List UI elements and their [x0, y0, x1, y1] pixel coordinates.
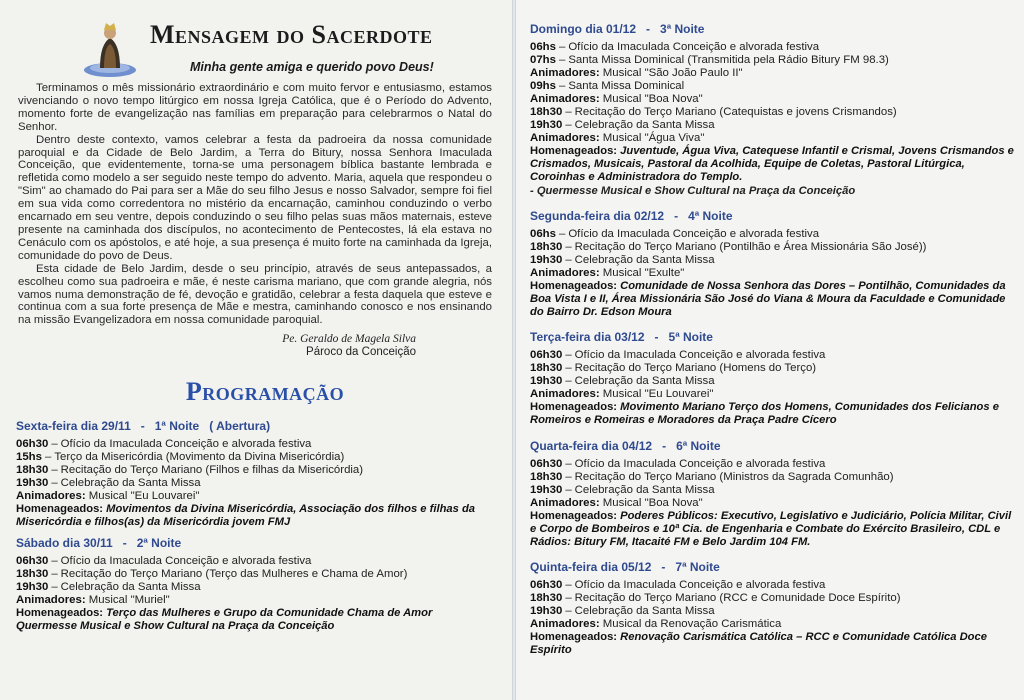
- message-paragraph-2: Dentro deste contexto, vamos celebrar a festa da padroeira da nossa comunidade paroquial e da Cidade de Belo Jardim, a Terra do Bitury, nossa Senhora Imaculada Conceição, que evidentemente, torna-se uma personagem bíblica bastante lembrada e refletida como modelo a ser seguido neste tempo do advento. Maria, aquela que respondeu o "Sim" ao chamado do Pai para ser a Mãe do seu filho Jesus e nosso Salvador, sempre foi fiel em sua vida como corredentora no mistério da encarnação, caminhou conduzindo o verbo encarnado em seu ventre, depois conduzindo o seu filho pelas suas mãos maternais, esteve presente na caminhada dos discípulos, no acontecimento de Pentecostes, lá ela estava no Cenáculo com os apóstolos, e até hoje, a sua presença é muito forte na caminhada da Igreja, comunidade do povo de Deus.: [18, 133, 492, 262]
- message-title: Mensagem do Sacerdote: [150, 20, 433, 49]
- animadores-line: [530, 618, 1014, 631]
- animadores-line: [530, 388, 1014, 401]
- schedule-text: Celebração da Santa Missa: [574, 375, 715, 388]
- schedule-time: 06h30: [16, 438, 49, 451]
- schedule-time: 09hs: [530, 80, 556, 92]
- schedule-dash: –: [44, 451, 52, 464]
- animadores-line: [16, 594, 492, 607]
- schedule-dash: –: [565, 349, 572, 362]
- homenageados-line: [530, 510, 1014, 550]
- day-night: 4ª Noite: [688, 208, 733, 223]
- program-day: [530, 439, 1014, 550]
- homenageados-label: Homenageados:: [530, 401, 621, 414]
- day-heading: [16, 419, 492, 433]
- quermesse-note: - Quermesse Musical e Show Cultural na Praça da Conceição: [530, 184, 856, 197]
- animadores-label: Animadores:: [530, 266, 603, 279]
- schedule-time: 06h30: [530, 349, 563, 362]
- day-heading: [16, 536, 492, 550]
- schedule-dash: –: [565, 483, 572, 496]
- program-day: [16, 536, 492, 633]
- schedule-text: Celebração da Santa Missa: [60, 477, 201, 490]
- schedule-dash: –: [565, 362, 572, 375]
- schedule-item: [530, 484, 1014, 497]
- schedule-label: Animadores:: [530, 67, 603, 79]
- schedule-time: 19h30: [530, 253, 563, 266]
- schedule-time: 18h30: [530, 362, 563, 375]
- homenageados-line: [16, 607, 492, 633]
- animadores-value: Musical "Exulte": [602, 266, 685, 279]
- animadores-value: Musical "Água Viva": [602, 132, 705, 144]
- schedule-dash: –: [565, 470, 572, 483]
- schedule-text: Recitação do Terço Mariano (Filhos e filhas da Misericórdia): [60, 464, 364, 477]
- schedule-text: Terço da Misericórdia (Movimento da Divina Misericórdia): [54, 451, 345, 464]
- schedule-text: Celebração da Santa Missa: [60, 580, 201, 593]
- day-date: Domingo dia 01/12: [530, 22, 637, 36]
- schedule-text: Recitação do Terço Mariano (Ministros da Sagrada Comunhão): [574, 470, 894, 483]
- program-day: [530, 22, 1014, 198]
- schedule-text: Ofício da Imaculada Conceição e alvorada festiva: [60, 438, 312, 451]
- program-title: Programação: [185, 377, 345, 407]
- signature: [16, 333, 492, 359]
- homenageados-line: [530, 145, 1014, 185]
- schedule-dash: –: [565, 375, 572, 388]
- schedule-time: 18h30: [16, 464, 49, 477]
- homenageados-line: [16, 503, 492, 529]
- animadores-label: Animadores:: [16, 490, 89, 503]
- signature-role: Pároco da Conceição: [306, 346, 416, 359]
- schedule-dash: –: [558, 54, 566, 66]
- schedule-text: Celebração da Santa Missa: [574, 483, 715, 496]
- schedule-item: [530, 592, 1014, 605]
- homenageados-value: Comunidade de Nossa Senhora das Dores – Pontilhão, Comunidades da Boa Vista I e II, Área Missionária São José do Viana & Moura da Faculdade e Comunidade do Bairro Dr. Edson Moura: [530, 279, 1006, 319]
- schedule-item: [16, 568, 492, 581]
- animadores-value: Musical "Boa Nova": [602, 496, 703, 509]
- schedule-text: Ofício da Imaculada Conceição e alvorada festiva: [574, 349, 826, 362]
- schedule-label: Animadores:: [530, 93, 603, 105]
- schedule-dash: –: [565, 240, 572, 253]
- schedule-text: Musical "Boa Nova": [602, 93, 703, 105]
- schedule-time: 06hs: [530, 227, 556, 240]
- schedule-dash: –: [565, 106, 572, 118]
- schedule-time: 18h30: [530, 240, 563, 253]
- schedule-list: [16, 438, 492, 503]
- schedule-dash: –: [51, 438, 58, 451]
- homenageados-value: Movimentos da Divina Misericórdia, Associação dos filhos e filhas da Misericórdia e filhos(as) da Misericórdia jovem FMJ: [16, 503, 476, 529]
- day-heading: [530, 209, 1014, 223]
- animadores-label: Animadores:: [530, 618, 603, 631]
- schedule-item: [530, 228, 1014, 241]
- homenageados-label: Homenageados:: [16, 503, 107, 516]
- schedule-time: 19h30: [16, 580, 49, 593]
- schedule-item: [16, 477, 492, 490]
- day-separator: -: [654, 330, 659, 345]
- schedule-time: 18h30: [530, 470, 563, 483]
- schedule-item: [530, 93, 1014, 106]
- schedule-time: 19h30: [16, 477, 49, 490]
- day-note: ( Abertura): [209, 419, 271, 434]
- schedule-time: 18h30: [16, 567, 49, 580]
- schedule-item: [530, 54, 1014, 67]
- schedule-text: Santa Missa Dominical: [568, 80, 685, 92]
- day-separator: -: [122, 535, 127, 550]
- day-heading: [530, 439, 1014, 453]
- priest-message: [18, 82, 492, 327]
- schedule-text: Recitação do Terço Mariano (RCC e Comunidade Doce Espírito): [574, 592, 901, 605]
- day-date: Sexta-feira dia 29/11: [16, 419, 131, 434]
- schedule-text: Recitação do Terço Mariano (Terço das Mulheres e Chama de Amor): [60, 567, 408, 580]
- program-day: [530, 560, 1014, 657]
- animadores-line: [530, 497, 1014, 510]
- schedule-text: Recitação do Terço Mariano (Catequistas e jovens Crismandos): [574, 106, 897, 118]
- schedule-time: 18h30: [530, 592, 563, 605]
- schedule-item: [16, 451, 492, 464]
- message-header: [16, 10, 492, 82]
- animadores-line: [16, 490, 492, 503]
- schedule-item: [530, 579, 1014, 592]
- schedule-text: Ofício da Imaculada Conceição e alvorada festiva: [568, 41, 820, 53]
- schedule-time: 06h30: [530, 457, 563, 470]
- homenageados-line: [530, 631, 1014, 657]
- schedule-dash: –: [51, 464, 58, 477]
- schedule-list: [530, 579, 1014, 631]
- right-page: [516, 0, 1024, 700]
- schedule-dash: –: [565, 253, 572, 266]
- animadores-label: Animadores:: [530, 496, 603, 509]
- schedule-list: [16, 555, 492, 607]
- homenageados-value: Poderes Públicos: Executivo, Legislativo e Judiciário, Polícia Militar, Civil e Corpo de Bombeiros e 10ª Cia. de Engenharia e Combate do Exército Brasileiro, CDL e Rádios: Bitury FM, Itacaité FM e Belo Jardim 104 FM.: [530, 509, 1012, 549]
- day-separator: -: [646, 22, 651, 36]
- signature-name: Pe. Geraldo de Magela Silva: [282, 333, 416, 346]
- animadores-label: Animadores:: [530, 132, 603, 144]
- animadores-label: Animadores:: [16, 593, 89, 606]
- schedule-list: [530, 458, 1014, 510]
- schedule-item: [530, 362, 1014, 375]
- schedule-time: 07hs: [530, 54, 556, 66]
- day-separator: -: [674, 208, 679, 223]
- schedule-dash: –: [558, 227, 566, 240]
- message-paragraph-1: Terminamos o mês missionário extraordinário e com muito fervor e entusiasmo, estamos vivenciando o novo tempo litúrgico em nossa Igreja Católica, que é o Período do Advento, momento forte de evangelização nas famílias em preparação para celebrarmos o Natal do Senhor.: [18, 82, 492, 133]
- day-night: 3ª Noite: [660, 22, 705, 36]
- homenageados-label: Homenageados:: [530, 279, 621, 292]
- day-separator: -: [661, 560, 666, 575]
- schedule-item: [530, 254, 1014, 267]
- homenageados-value: Movimento Mariano Terço dos Homens, Comunidades dos Felicianos e Romeiros e Romeiras e Moradores da Praça Padre Cícero: [530, 401, 999, 427]
- schedule-item: [530, 80, 1014, 93]
- day-separator: -: [662, 438, 667, 453]
- schedule-dash: –: [558, 41, 566, 53]
- homenageados-label: Homenageados:: [16, 606, 107, 619]
- schedule-time: 06h30: [16, 554, 49, 567]
- schedule-text: Ofício da Imaculada Conceição e alvorada festiva: [574, 579, 826, 592]
- homenageados-label: Homenageados:: [530, 145, 621, 157]
- schedule-text: Ofício da Imaculada Conceição e alvorada festiva: [568, 227, 820, 240]
- schedule-text: Recitação do Terço Mariano (Pontilhão e Área Missionária São José)): [574, 240, 927, 253]
- schedule-item: [530, 458, 1014, 471]
- schedule-time: 06hs: [530, 41, 556, 53]
- program-days-right: [530, 22, 1014, 658]
- homenageados-value: Terço das Mulheres e Grupo da Comunidade Chama de Amor Quermesse Musical e Show Cultural na Praça da Conceição: [16, 606, 433, 632]
- day-separator: -: [140, 419, 145, 434]
- program-days-left: [16, 419, 492, 633]
- homenageados-label: Homenageados:: [530, 509, 621, 522]
- schedule-dash: –: [565, 119, 572, 131]
- day-heading: [530, 330, 1014, 344]
- animadores-label: Animadores:: [530, 388, 603, 401]
- schedule-dash: –: [565, 457, 572, 470]
- schedule-item: [530, 375, 1014, 388]
- schedule-dash: –: [558, 80, 566, 92]
- schedule-dash: –: [565, 592, 572, 605]
- animadores-line: [530, 132, 1014, 145]
- schedule-time: 18h30: [530, 106, 563, 118]
- schedule-item: [16, 464, 492, 477]
- day-date: Terça-feira dia 03/12: [530, 330, 645, 345]
- homenageados-label: Homenageados:: [530, 631, 621, 644]
- schedule-text: Ofício da Imaculada Conceição e alvorada festiva: [60, 554, 312, 567]
- schedule-dash: –: [565, 579, 572, 592]
- schedule-dash: –: [51, 567, 58, 580]
- program-day: [530, 209, 1014, 320]
- day-date: Sábado dia 30/11: [16, 535, 113, 550]
- day-night: 6ª Noite: [676, 438, 721, 453]
- schedule-time: 19h30: [530, 605, 563, 618]
- schedule-dash: –: [51, 554, 58, 567]
- schedule-item: [530, 471, 1014, 484]
- animadores-value: Musical "Eu Louvarei": [602, 388, 714, 401]
- schedule-text: Ofício da Imaculada Conceição e alvorada festiva: [574, 457, 826, 470]
- schedule-text: Celebração da Santa Missa: [574, 253, 715, 266]
- schedule-text: Musical "São João Paulo II": [602, 67, 743, 79]
- day-heading: [530, 560, 1014, 574]
- day-night: 2ª Noite: [136, 535, 182, 550]
- schedule-dash: –: [51, 580, 58, 593]
- schedule-item: [530, 605, 1014, 618]
- schedule-dash: –: [565, 605, 572, 618]
- schedule-item: [16, 555, 492, 568]
- homenageados-value: Renovação Carismática Católica – RCC e Comunidade Católica Doce Espírito: [530, 631, 987, 657]
- our-lady-statue-icon: [82, 14, 138, 78]
- schedule-item: [16, 438, 492, 451]
- schedule-time: 19h30: [530, 483, 563, 496]
- message-greeting: Minha gente amiga e querido povo Deus!: [190, 60, 434, 74]
- day-date: Segunda-feira dia 02/12: [530, 208, 665, 223]
- schedule-time: 19h30: [530, 375, 563, 388]
- homenageados-line: [530, 280, 1014, 320]
- animadores-value: Musical "Muriel": [88, 593, 170, 606]
- schedule-item: [16, 581, 492, 594]
- schedule-time: 19h30: [530, 119, 563, 131]
- schedule-item: [530, 106, 1014, 119]
- day-date: Quinta-feira dia 05/12: [530, 560, 652, 575]
- schedule-time: 06h30: [530, 579, 563, 592]
- day-night: 5ª Noite: [668, 330, 713, 345]
- message-paragraph-3: Esta cidade de Belo Jardim, desde o seu princípio, através de seus antepassados, a escolheu como sua padroeira e mãe, é neste carisma mariano, que com grande alegria, nós vamos numa demonstração de fé, devoção e gratidão, celebrar a festa daquela que esteve e continua com a sua forte presença de Mãe e mestra, caminhando conosco e nos ensinando na missão Evangelizadora em nossa comunidade paroquial.: [18, 262, 492, 327]
- schedule-list: [530, 349, 1014, 401]
- schedule-item: [530, 67, 1014, 80]
- schedule-text: Santa Missa Dominical (Transmitida pela Rádio Bitury FM 98.3): [568, 54, 889, 66]
- schedule-item: [530, 119, 1014, 132]
- animadores-line: [530, 267, 1014, 280]
- day-night: 7ª Noite: [675, 560, 720, 575]
- schedule-text: Celebração da Santa Missa: [574, 605, 715, 618]
- schedule-text: Celebração da Santa Missa: [574, 119, 715, 131]
- program-day: [530, 330, 1014, 427]
- day-heading: [530, 22, 1014, 36]
- schedule-list: [530, 41, 1014, 145]
- animadores-value: Musical da Renovação Carismática: [602, 618, 782, 631]
- schedule-list: [530, 228, 1014, 280]
- program-day: [16, 419, 492, 529]
- homenageados-line: [530, 401, 1014, 427]
- homenageados-value: Juventude, Água Viva, Catequese Infantil e Crismal, Jovens Crismandos e Crismados, Musicais, Pastoral da Acolhida, Equipe de Coletas, Pastoral Litúrgica, Coroinhas e Administradora do Templo.: [530, 145, 1014, 184]
- schedule-dash: –: [51, 477, 58, 490]
- schedule-text: Recitação do Terço Mariano (Homens do Terço): [574, 362, 817, 375]
- schedule-item: [530, 349, 1014, 362]
- day-night: 1ª Noite: [154, 419, 200, 434]
- schedule-item: [530, 41, 1014, 54]
- animadores-value: Musical "Eu Louvarei": [88, 490, 200, 503]
- schedule-time: 15hs: [16, 451, 42, 464]
- schedule-item: [530, 241, 1014, 254]
- day-date: Quarta-feira dia 04/12: [530, 438, 653, 453]
